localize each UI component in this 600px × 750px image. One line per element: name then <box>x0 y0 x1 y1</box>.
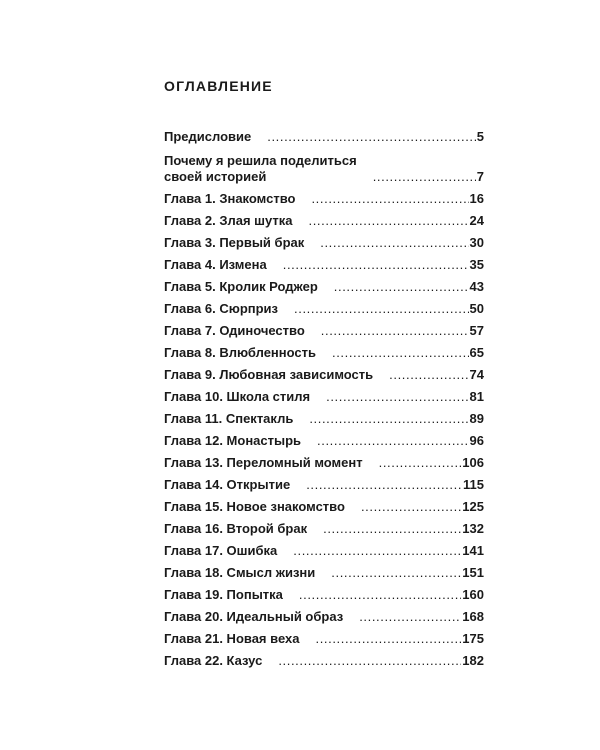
toc-entry <box>164 361 484 383</box>
toc-entry <box>164 123 484 145</box>
toc-list <box>164 123 484 669</box>
toc-dot-leader <box>278 653 461 669</box>
toc-dot-leader <box>332 345 469 361</box>
toc-entry <box>164 515 484 537</box>
toc-entry-page: 74 <box>469 367 484 382</box>
toc-entry <box>164 339 484 361</box>
toc-entry <box>164 559 484 581</box>
toc-dot-leader <box>334 279 469 295</box>
toc-entry <box>164 317 484 339</box>
toc-entry-page: 168 <box>462 609 484 624</box>
toc-entry-page: 182 <box>462 653 484 668</box>
toc-entry-page: 43 <box>469 279 484 294</box>
toc-dot-leader <box>306 477 462 493</box>
toc-entry <box>164 207 484 229</box>
toc-entry-page: 30 <box>469 235 484 250</box>
toc-dot-leader <box>283 257 469 273</box>
toc-entry-label: Глава 10. Школа стиля <box>164 389 311 404</box>
toc-entry-page: 115 <box>463 477 484 492</box>
toc-entry-label: Глава 3. Первый брак <box>164 235 305 250</box>
toc-entry-page: 89 <box>469 411 484 426</box>
toc-entry-page: 160 <box>462 587 484 602</box>
toc-entry <box>164 647 484 669</box>
toc-entry-label: Глава 17. Ошибка <box>164 543 278 558</box>
toc-entry-label: Глава 9. Любовная зависимость <box>164 367 374 382</box>
toc-entry <box>164 185 484 207</box>
toc-entry <box>164 449 484 471</box>
toc-dot-leader <box>331 565 461 581</box>
toc-entry-label: Глава 11. Спектакль <box>164 411 294 426</box>
toc-entry-label: Глава 12. Монастырь <box>164 433 302 448</box>
toc-entry-page: 125 <box>462 499 484 514</box>
toc-entry <box>164 405 484 427</box>
toc-entry <box>164 625 484 647</box>
toc-entry-label: Глава 18. Смысл жизни <box>164 565 316 580</box>
toc-entry-page: 24 <box>469 213 484 228</box>
toc-dot-leader <box>323 521 461 537</box>
toc-entry-label: Глава 7. Одиночество <box>164 323 305 338</box>
toc-dot-leader <box>311 191 468 207</box>
toc-entry <box>164 273 484 295</box>
toc-entry-page: 7 <box>476 169 484 184</box>
toc-entry-label: Глава 13. Переломный момент <box>164 455 363 470</box>
toc-entry-page: 96 <box>469 433 484 448</box>
toc-dot-leader <box>389 367 468 383</box>
toc-entry <box>164 383 484 405</box>
toc-entry <box>164 603 484 625</box>
toc-entry-label: Глава 14. Открытие <box>164 477 291 492</box>
toc-entry-page: 106 <box>462 455 484 470</box>
toc-dot-leader <box>267 129 476 145</box>
toc-entry-page: 50 <box>469 301 484 316</box>
toc-dot-leader <box>361 499 461 515</box>
toc-dot-leader <box>321 323 469 339</box>
toc-entry-page: 5 <box>476 129 484 144</box>
toc-entry-label: Почему я решила поделиться своей историей <box>164 153 357 184</box>
toc-entry-page: 35 <box>469 257 484 272</box>
toc-entry-label: Глава 16. Второй брак <box>164 521 308 536</box>
toc-entry <box>164 145 484 185</box>
toc-dot-leader <box>359 609 461 625</box>
toc-dot-leader <box>294 301 469 317</box>
toc-entry-label: Глава 20. Идеальный образ <box>164 609 344 624</box>
toc-entry-page: 57 <box>469 323 484 338</box>
toc-entry-page: 132 <box>462 521 484 536</box>
toc-entry <box>164 537 484 559</box>
toc-dot-leader <box>315 631 461 647</box>
toc-dot-leader <box>317 433 468 449</box>
toc-dot-leader <box>373 169 476 185</box>
toc-dot-leader <box>326 389 468 405</box>
toc-entry-page: 151 <box>462 565 484 580</box>
toc-entry-label: Предисловие <box>164 129 252 144</box>
toc-dot-leader <box>379 455 462 471</box>
toc-entry-label: Глава 15. Новое знакомство <box>164 499 345 514</box>
toc-entry-label: Глава 4. Измена <box>164 257 267 272</box>
toc-entry <box>164 251 484 273</box>
toc-entry-label: Глава 6. Сюрприз <box>164 301 279 316</box>
toc-entry <box>164 295 484 317</box>
toc-entry-page: 141 <box>462 543 484 558</box>
toc-dot-leader <box>309 411 468 427</box>
toc-entry-page: 65 <box>469 345 484 360</box>
toc-entry-label: Глава 2. Злая шутка <box>164 213 293 228</box>
toc-entry-label: Глава 8. Влюбленность <box>164 345 316 360</box>
toc-entry-page: 175 <box>462 631 484 646</box>
toc-entry-label: Глава 5. Кролик Роджер <box>164 279 318 294</box>
toc-entry <box>164 427 484 449</box>
toc-entry-label: Глава 19. Попытка <box>164 587 283 602</box>
toc-title: ОГЛАВЛЕНИЕ <box>164 78 273 94</box>
toc-entry-label: Глава 22. Казус <box>164 653 263 668</box>
toc-dot-leader <box>293 543 461 559</box>
toc-dot-leader <box>299 587 461 603</box>
toc-dot-leader <box>308 213 468 229</box>
toc-entry <box>164 229 484 251</box>
toc-entry-label: Глава 21. Новая веха <box>164 631 300 646</box>
toc-entry <box>164 471 484 493</box>
toc-entry-page: 81 <box>469 389 484 404</box>
toc-entry-label: Глава 1. Знакомство <box>164 191 296 206</box>
toc-entry <box>164 493 484 515</box>
toc-entry <box>164 581 484 603</box>
toc-dot-leader <box>320 235 468 251</box>
toc-entry-page: 16 <box>469 191 484 206</box>
